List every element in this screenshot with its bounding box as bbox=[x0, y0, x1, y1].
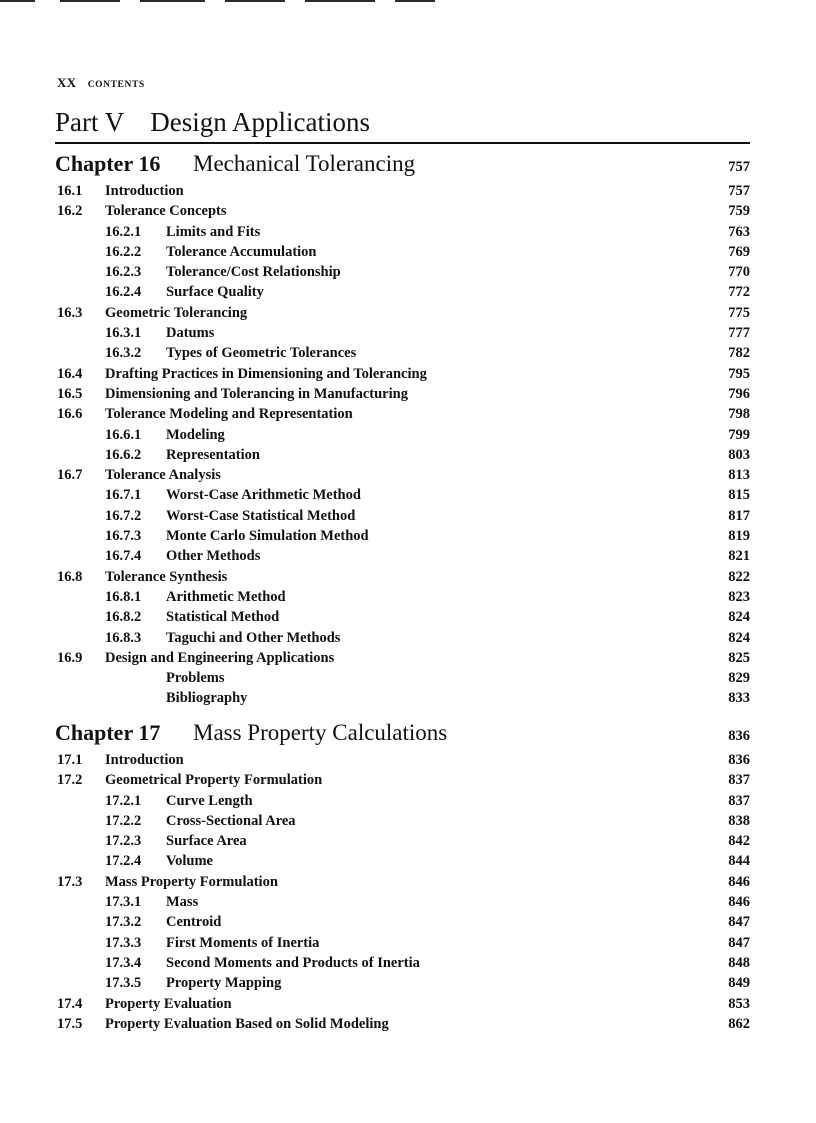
entry-number: 17.2.2 bbox=[105, 812, 142, 829]
entry-title: Problems bbox=[166, 670, 225, 687]
entry-page: 799 bbox=[728, 426, 750, 443]
toc-entry[interactable] bbox=[55, 447, 750, 467]
entry-page: 819 bbox=[728, 528, 750, 545]
entry-page: 795 bbox=[728, 365, 750, 382]
entry-number: 16.2.4 bbox=[105, 284, 142, 301]
entry-title: Volume bbox=[166, 853, 213, 870]
toc-entry[interactable] bbox=[55, 487, 750, 507]
scan-artifact bbox=[60, 0, 120, 2]
entry-page: 813 bbox=[728, 467, 750, 484]
entry-title: Representation bbox=[166, 446, 260, 463]
toc-entry[interactable] bbox=[55, 305, 750, 325]
chapter-label: Chapter 16 bbox=[55, 151, 161, 176]
entry-number: 16.2.3 bbox=[105, 264, 142, 281]
toc-entry[interactable] bbox=[55, 914, 750, 934]
entry-number: 17.3.1 bbox=[105, 894, 142, 911]
entry-title: Introduction bbox=[105, 752, 184, 768]
toc-entry[interactable] bbox=[55, 528, 750, 548]
entry-title: Types of Geometric Tolerances bbox=[166, 345, 357, 362]
entry-page: 796 bbox=[728, 385, 750, 402]
toc-entry[interactable] bbox=[55, 467, 750, 487]
entry-title: Tolerance Modeling and Representation bbox=[105, 406, 353, 423]
entry-page: 833 bbox=[728, 690, 750, 707]
toc-entry[interactable] bbox=[55, 224, 750, 244]
entry-number: 16.6 bbox=[57, 406, 83, 423]
running-head bbox=[57, 75, 145, 91]
entry-page: 838 bbox=[728, 812, 750, 829]
entry-title: Worst-Case Arithmetic Method bbox=[166, 487, 361, 504]
entry-number: 16.3.2 bbox=[105, 345, 142, 362]
entry-number: 17.1 bbox=[57, 752, 83, 768]
entry-title: Bibliography bbox=[166, 690, 248, 707]
entry-page: 803 bbox=[728, 446, 750, 463]
toc-entry[interactable] bbox=[55, 203, 750, 223]
entry-title: Tolerance/Cost Relationship bbox=[166, 264, 341, 281]
entry-number: 16.7.3 bbox=[105, 528, 142, 545]
scan-artifact bbox=[305, 0, 375, 2]
entry-number: 16.8.3 bbox=[105, 629, 142, 646]
entry-number: 16.2.1 bbox=[105, 223, 142, 240]
entry-title: Cross-Sectional Area bbox=[166, 812, 296, 829]
entry-number: 17.3 bbox=[57, 873, 83, 890]
entry-title: Centroid bbox=[166, 914, 222, 931]
entry-title: Tolerance Synthesis bbox=[105, 568, 228, 585]
entry-title: Mass Property Formulation bbox=[105, 873, 278, 890]
entry-title: Tolerance Analysis bbox=[105, 467, 221, 484]
entry-number: 16.7.1 bbox=[105, 487, 142, 504]
chapter-16-heading[interactable] bbox=[55, 152, 750, 180]
toc-entry[interactable] bbox=[55, 670, 750, 690]
entry-page: 770 bbox=[728, 264, 750, 281]
entry-title: Second Moments and Products of Inertia bbox=[166, 954, 420, 971]
entry-page: 772 bbox=[728, 284, 750, 301]
toc-entry[interactable] bbox=[55, 569, 750, 589]
running-head-label: CONTENTS bbox=[87, 80, 145, 90]
toc-entry[interactable] bbox=[55, 793, 750, 813]
entry-title: Modeling bbox=[166, 426, 225, 443]
entry-page: 836 bbox=[728, 752, 750, 768]
entry-page: 848 bbox=[728, 954, 750, 971]
entry-title: Property Evaluation Based on Solid Modeling bbox=[105, 1015, 389, 1032]
entry-page: 763 bbox=[728, 223, 750, 240]
entry-title: Geometrical Property Formulation bbox=[105, 772, 323, 789]
chapter-title: Mass Property Calculations bbox=[193, 720, 448, 745]
toc-entry[interactable] bbox=[55, 935, 750, 955]
entry-page: 817 bbox=[728, 507, 750, 524]
entry-number: 17.3.4 bbox=[105, 954, 142, 971]
toc-entry[interactable] bbox=[55, 975, 750, 995]
entry-title: Datums bbox=[166, 325, 215, 342]
entry-number: 16.5 bbox=[57, 385, 83, 402]
entry-number: 17.3.2 bbox=[105, 914, 142, 931]
entry-number: 17.2 bbox=[57, 772, 83, 789]
chapter-page: 836 bbox=[728, 728, 750, 744]
entry-title: Introduction bbox=[105, 183, 184, 199]
toc-entry[interactable] bbox=[55, 386, 750, 406]
entry-number: 17.5 bbox=[57, 1015, 83, 1032]
entry-number: 17.2.1 bbox=[105, 792, 142, 809]
entry-page: 837 bbox=[728, 792, 750, 809]
entry-number: 17.3.5 bbox=[105, 975, 142, 992]
entry-number: 16.8 bbox=[57, 568, 83, 585]
entry-title: Geometric Tolerancing bbox=[105, 304, 248, 321]
toc-entry[interactable] bbox=[55, 345, 750, 365]
entry-page: 846 bbox=[728, 873, 750, 890]
entry-page: 759 bbox=[728, 203, 750, 220]
entry-number: 16.7.2 bbox=[105, 507, 142, 524]
entry-title: Other Methods bbox=[166, 548, 261, 565]
entry-number: 16.2 bbox=[57, 203, 83, 220]
entry-title: Limits and Fits bbox=[166, 223, 261, 240]
entry-page: 837 bbox=[728, 772, 750, 789]
part-rule bbox=[55, 142, 750, 144]
entry-number: 16.3.1 bbox=[105, 325, 142, 342]
entry-page: 853 bbox=[728, 995, 750, 1012]
entry-number: 16.2.2 bbox=[105, 243, 142, 260]
scan-artifact bbox=[0, 0, 35, 2]
entry-page: 842 bbox=[728, 833, 750, 850]
entry-title: Monte Carlo Simulation Method bbox=[166, 528, 369, 545]
entry-title: Statistical Method bbox=[166, 609, 280, 626]
part-label: Part V bbox=[55, 107, 125, 137]
entry-title: Curve Length bbox=[166, 792, 253, 809]
entry-title: Surface Area bbox=[166, 833, 247, 850]
entry-page: 777 bbox=[728, 325, 750, 342]
toc-entry[interactable] bbox=[55, 874, 750, 894]
toc-entry[interactable] bbox=[55, 609, 750, 629]
entry-page: 844 bbox=[728, 853, 750, 870]
toc-entry[interactable] bbox=[55, 244, 750, 264]
toc-entry[interactable] bbox=[55, 650, 750, 670]
part-title bbox=[55, 107, 370, 138]
toc-entry[interactable] bbox=[55, 630, 750, 650]
entry-page: 821 bbox=[728, 548, 750, 565]
entry-number: 16.6.2 bbox=[105, 446, 142, 463]
toc-entry[interactable] bbox=[55, 183, 750, 203]
entry-title: Surface Quality bbox=[166, 284, 264, 301]
entry-page: 782 bbox=[728, 345, 750, 362]
toc-entry[interactable] bbox=[55, 752, 750, 772]
entry-number: 16.7.4 bbox=[105, 548, 142, 565]
entry-number: 16.3 bbox=[57, 304, 83, 321]
entry-page: 824 bbox=[728, 629, 750, 646]
entry-title: Property Mapping bbox=[166, 975, 282, 992]
entry-title: Tolerance Accumulation bbox=[166, 243, 317, 260]
entry-number: 16.8.2 bbox=[105, 609, 142, 626]
entry-title: Design and Engineering Applications bbox=[105, 649, 335, 666]
chapter-label: Chapter 17 bbox=[55, 720, 161, 745]
entry-page: 769 bbox=[728, 243, 750, 260]
entry-number: 17.4 bbox=[57, 995, 83, 1012]
entry-page: 847 bbox=[728, 934, 750, 951]
toc-entry[interactable] bbox=[55, 1016, 750, 1036]
scan-artifact bbox=[225, 0, 285, 2]
entry-page: 829 bbox=[728, 670, 750, 687]
entry-number: 17.2.3 bbox=[105, 833, 142, 850]
toc-entry[interactable] bbox=[55, 996, 750, 1016]
entry-title: Tolerance Concepts bbox=[105, 203, 227, 220]
toc-entry[interactable] bbox=[55, 264, 750, 284]
toc-entry[interactable] bbox=[55, 853, 750, 873]
scan-artifact bbox=[395, 0, 435, 2]
chapter-16-entries bbox=[55, 183, 750, 711]
toc-entry[interactable] bbox=[55, 508, 750, 528]
entry-page: 815 bbox=[728, 487, 750, 504]
entry-page: 757 bbox=[728, 183, 750, 199]
entry-page: 847 bbox=[728, 914, 750, 931]
entry-title: Drafting Practices in Dimensioning and Tolerancing bbox=[105, 365, 427, 382]
entry-page: 798 bbox=[728, 406, 750, 423]
entry-number: 16.7 bbox=[57, 467, 83, 484]
toc-entry[interactable] bbox=[55, 325, 750, 345]
entry-number: 17.2.4 bbox=[105, 853, 142, 870]
entry-number: 16.4 bbox=[57, 365, 83, 382]
toc-entry[interactable] bbox=[55, 406, 750, 426]
part-name: Design Applications bbox=[150, 107, 370, 137]
entry-page: 846 bbox=[728, 894, 750, 911]
toc-entry[interactable] bbox=[55, 427, 750, 447]
entry-page: 849 bbox=[728, 975, 750, 992]
entry-title: First Moments of Inertia bbox=[166, 934, 320, 951]
chapter-title: Mechanical Tolerancing bbox=[193, 151, 416, 176]
entry-title: Arithmetic Method bbox=[166, 588, 286, 605]
entry-number: 16.8.1 bbox=[105, 588, 142, 605]
toc-entry[interactable] bbox=[55, 833, 750, 853]
entry-title: Taguchi and Other Methods bbox=[166, 629, 341, 646]
entry-page: 862 bbox=[728, 1015, 750, 1032]
toc-entry[interactable] bbox=[55, 690, 750, 710]
toc-entry[interactable] bbox=[55, 894, 750, 914]
entry-number: 16.1 bbox=[57, 183, 83, 199]
entry-page: 824 bbox=[728, 609, 750, 626]
running-head-page: XX bbox=[57, 75, 77, 90]
scan-artifact bbox=[140, 0, 205, 2]
entry-page: 823 bbox=[728, 588, 750, 605]
entry-page: 825 bbox=[728, 649, 750, 666]
chapter-17-heading[interactable] bbox=[55, 721, 750, 749]
toc-entry[interactable] bbox=[55, 813, 750, 833]
entry-title: Mass bbox=[166, 894, 199, 911]
entry-title: Property Evaluation bbox=[105, 995, 232, 1012]
entry-number: 16.6.1 bbox=[105, 426, 142, 443]
toc-entry[interactable] bbox=[55, 955, 750, 975]
toc-entry[interactable] bbox=[55, 284, 750, 304]
entry-title: Worst-Case Statistical Method bbox=[166, 507, 356, 524]
entry-title: Dimensioning and Tolerancing in Manufacturing bbox=[105, 385, 408, 402]
toc-entry[interactable] bbox=[55, 548, 750, 568]
toc-entry[interactable] bbox=[55, 772, 750, 792]
toc-entry[interactable] bbox=[55, 589, 750, 609]
chapter-page: 757 bbox=[728, 159, 750, 175]
entry-page: 822 bbox=[728, 568, 750, 585]
chapter-17-entries bbox=[55, 752, 750, 1036]
entry-number: 16.9 bbox=[57, 649, 83, 666]
entry-page: 775 bbox=[728, 304, 750, 321]
entry-number: 17.3.3 bbox=[105, 934, 142, 951]
toc-entry[interactable] bbox=[55, 366, 750, 386]
